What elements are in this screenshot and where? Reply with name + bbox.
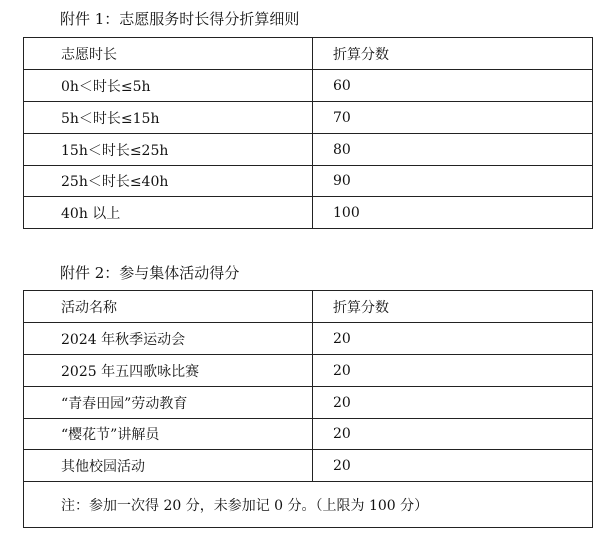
- header-cell: 志愿时长: [24, 38, 313, 70]
- activity-name-cell: 其他校园活动: [24, 450, 313, 482]
- table-row: [24, 70, 593, 102]
- table-row: [24, 419, 593, 450]
- hours-range-cell: 5h＜时长≤15h: [24, 102, 313, 134]
- hours-range-cell: 25h＜时长≤40h: [24, 166, 313, 197]
- table-row: [24, 450, 593, 482]
- score-cell: 20: [313, 419, 593, 450]
- activity-name-cell: 2024 年秋季运动会: [24, 323, 313, 355]
- score-cell: 90: [313, 166, 593, 197]
- scoring-note: 注：参加一次得 20 分，未参加记 0 分。（上限为 100 分）: [24, 482, 593, 528]
- section2-title: 附件 2：参与集体活动得分: [60, 264, 240, 282]
- header-cell: 活动名称: [24, 291, 313, 323]
- table-row: [24, 323, 593, 355]
- score-cell: 100: [313, 197, 593, 229]
- hours-range-cell: 15h＜时长≤25h: [24, 134, 313, 166]
- activity-name-cell: 2025 年五四歌咏比赛: [24, 355, 313, 387]
- hours-range-cell: 0h＜时长≤5h: [24, 70, 313, 102]
- score-cell: 20: [313, 323, 593, 355]
- score-cell: 80: [313, 134, 593, 166]
- hours-range-cell: 40h 以上: [24, 197, 313, 229]
- table-row: [24, 355, 593, 387]
- score-cell: 60: [313, 70, 593, 102]
- score-cell: 20: [313, 355, 593, 387]
- activity-name-cell: “樱花节”讲解员: [24, 419, 313, 450]
- table-row: [24, 166, 593, 197]
- volunteer-hours-table: [23, 37, 592, 229]
- score-cell: 20: [313, 450, 593, 482]
- group-activities-table: [23, 290, 592, 528]
- table-header-row: [24, 38, 593, 70]
- section1-title: 附件 1：志愿服务时长得分折算细则: [60, 10, 300, 28]
- table-row: [24, 197, 593, 229]
- table-row: [24, 102, 593, 134]
- score-cell: 20: [313, 387, 593, 419]
- header-cell: 折算分数: [313, 291, 593, 323]
- table-header-row: [24, 291, 593, 323]
- table-note-row: [24, 482, 593, 528]
- header-cell: 折算分数: [313, 38, 593, 70]
- table-row: [24, 387, 593, 419]
- table-row: [24, 134, 593, 166]
- score-cell: 70: [313, 102, 593, 134]
- activity-name-cell: “青春田园”劳动教育: [24, 387, 313, 419]
